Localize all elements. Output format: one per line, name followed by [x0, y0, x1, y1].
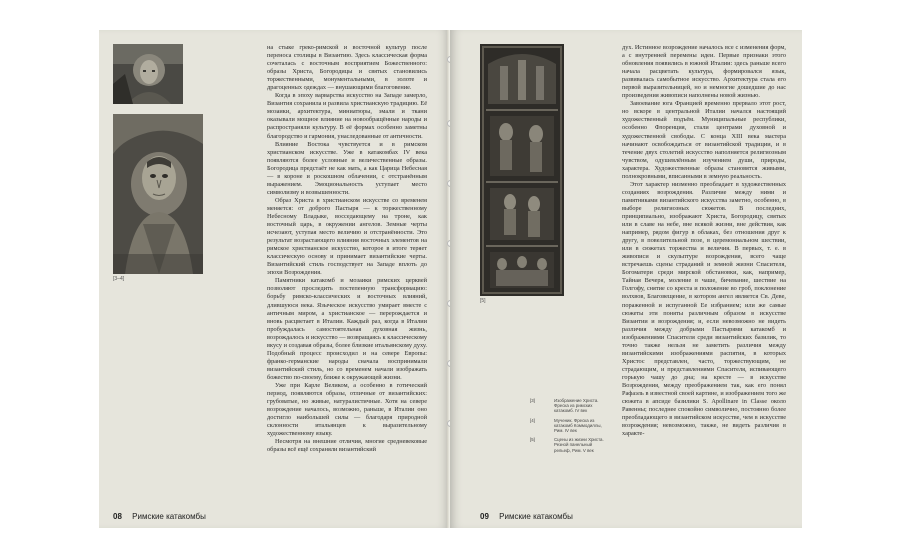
running-title: Римские катакомбы	[499, 512, 573, 521]
right-footer	[480, 512, 573, 521]
caption-5	[530, 437, 610, 453]
paragraph: Уже при Карле Великом, а особенно в готический период, появляются образы, отличные от византийских: грубоватые, но живые, натуралистичные. Хотя на севере возрождение началось, возможно, раньше, в Италии оно достигло наибольшей силы — благодаря природной склонности итальянцев к выразительному художественному языку.	[267, 381, 427, 438]
caption-text: Мученик. Фреска из катакомб Коммодиллы, Рим. IV век	[554, 417, 602, 434]
paragraph: Когда в эпоху варварства искусство на Западе замерло, Византия сохранила и развила христианскую традицию. Её мозаики, архитектура, миниатюры, эмали и ткани оказывали мощное влияние на новообращённые народы и распространяли культуру. В её формах особенно заметны благородство и гармония, унаследованные от античности.	[267, 92, 427, 140]
paragraph: Памятники катакомб и мозаики римских церквей позволяют проследить постепенную трансформацию: борьбу римско-классических и восточных влияний, длившуюся века. Языческое искусство умирает вместе с античным миром, а христианское — перерождается и вновь расцветает в Италии. Каждый раз, когда в Италии пробуждалась самостоятельная духовная жизнь, возрождалось и искусство — возвращаясь к классическому вкусу и создавая образы, более близкие итальянскому духу. Подобный процесс происходил и на севере Европы: франко-германские народы сначала воспринимали византийский стиль, но со временем начали изображать божество по-своему, ближе к окружающей жизни.	[267, 277, 427, 381]
caption-text: Сцены из жизни Христа. Резной панельный рельеф, Рим. V век	[554, 437, 604, 453]
caption-number: [3]	[530, 398, 535, 403]
left-text-column	[267, 44, 427, 504]
caption-text: Изображение Христа. Фреска из римских катакомб. IV век	[554, 398, 599, 414]
fresco-martyr-image	[113, 114, 203, 274]
caption-number: [5]	[530, 437, 535, 443]
image-tag-3-4: [3–4]	[113, 276, 125, 282]
paragraph: дух. Истинное возрождение началось все с изменения форм, а с внутренней перемены идеи. Первые признаки этого обновления появились в южной Италии: здесь раньше всего начала расцветать культура, формировался язык, развивалась самобытное искусство. Архитектура стала его первой выразительницей, но и немногие дошедшие до нас произведения живописи наполнены новой жизнью.	[622, 44, 786, 100]
caption-number: [4]	[530, 417, 535, 423]
image-captions	[530, 398, 610, 457]
paragraph: Завоевание юга Францией временно прервало этот рост, но вскоре в центральной Италии начался настоящий художественный подъём. Муниципальные республики, особенно Флоренция, стали центрами духовной и художественной свободы. С конца XIII века мастера начинают освобождаться от византийской традиции, и в течение двух столетий искусство наполняется религиозным чувством, одушевлённым изучением души, природы, характера. Художественные образы становятся живыми, полнокровными, вписанными в земную реальность.	[622, 100, 786, 180]
left-page	[99, 30, 449, 528]
caption-4	[530, 418, 610, 434]
paragraph: на стыке греко-римской и восточной культур после переноса столицы в Византию. Здесь классическая форма сочеталась с восточным восприятием Божественного: образы Христа, Богородицы и святых становились торжественными, монументальными, в золоте и драгоценных одеждах — внушающими благоговение.	[267, 44, 427, 92]
carved-relief-image	[480, 44, 564, 296]
paragraph: Образ Христа в христианском искусстве со временем меняется: от доброго Пастыря — к торжественному Небесному Владыке, восседающему на троне, как восточный царь, в окружении ангелов. Земные черты исчезают, уступая место величию и отстранённости. Это результат возрастающего влияния восточных элементов на римское христианское искусство, которое в итоге теряет классическую основу и принимает византийские черты. Византийский стиль господствует на Западе вплоть до эпохи Возрождения.	[267, 196, 427, 277]
right-page	[450, 30, 802, 528]
paragraph: Этот характер низменно преобладает в художественных созданиях возрождения. Различие между ними и памятниками византийского искусства заметно, особенно, в выборе религиозных сюжетов. В последних, принципиально, изображают Христа, Богородицу, святых или в славе на небе, вне всякой жизни, вне действия, как например, рядом фигур в облаках, без отношения друг к другу, в повелительной позе, в церемониальном шествии, или в сюжетах торжества и величия. В первых, т. е. в живописи и скульптуре возрождения, всего чаще встречаешь сцены страданий и земной жизни Спасителя, Богоматери среди мирской обстановки, как, например, Тайная Вечеря, моление в чаше, бичевание, шествие на Голгофу, снятие со креста и положение во гроб, поклонение волхвов, Благовещение, в котором ангел является Св. Деве, пораженной и испуганной Ее избранием; или же самые сюжеты эти поняты различным образом в искусстве Византии и возрождения; и, если невозможно не видеть различия между добрыми Пастырями катакомб и изображениями Спасителя среди византийских базилик, то точно также нельзя не заметить различия между византийскими изображениями распятия, в которых Христос представлен, часто, торжествующим, не страдающим, и представлениями Спасителя, испивающего горькую чашу до дна; на кресте — в искусстве Возрождения, между преображением так, как его понял Рафаэль в известной своей картине, и изображением того же сюжета в апсиде базилики S. Apollinare in Classe около Равенны; последнее спокойно символично, постоянно более преобладающего в византийском искусстве, чем в искусстве возрождения; невозможно, также, не видеть различия в характе-	[622, 180, 786, 438]
image-tag-5: [5]	[480, 298, 486, 304]
fresco-christ-image	[113, 44, 183, 104]
running-title: Римские катакомбы	[132, 512, 206, 521]
left-footer	[113, 512, 206, 521]
page-number: 08	[113, 512, 122, 521]
paragraph: Влияние Востока чувствуется и в римском христианском искусстве. Уже в катакомбах IV века появляются более условные и величественные образы. Богородица предстаёт не как мать, а как Царица Небесная — в короне и роскошном облачении, с отстранённым выражением. Эмоциональность уступает место символизму и возвышенности.	[267, 140, 427, 196]
paragraph: Несмотря на внешние отличия, многие средневековые образы всё ещё сохраняли византийский	[267, 438, 427, 454]
caption-3	[530, 398, 610, 414]
right-text-column	[622, 44, 786, 506]
page-number: 09	[480, 512, 489, 521]
